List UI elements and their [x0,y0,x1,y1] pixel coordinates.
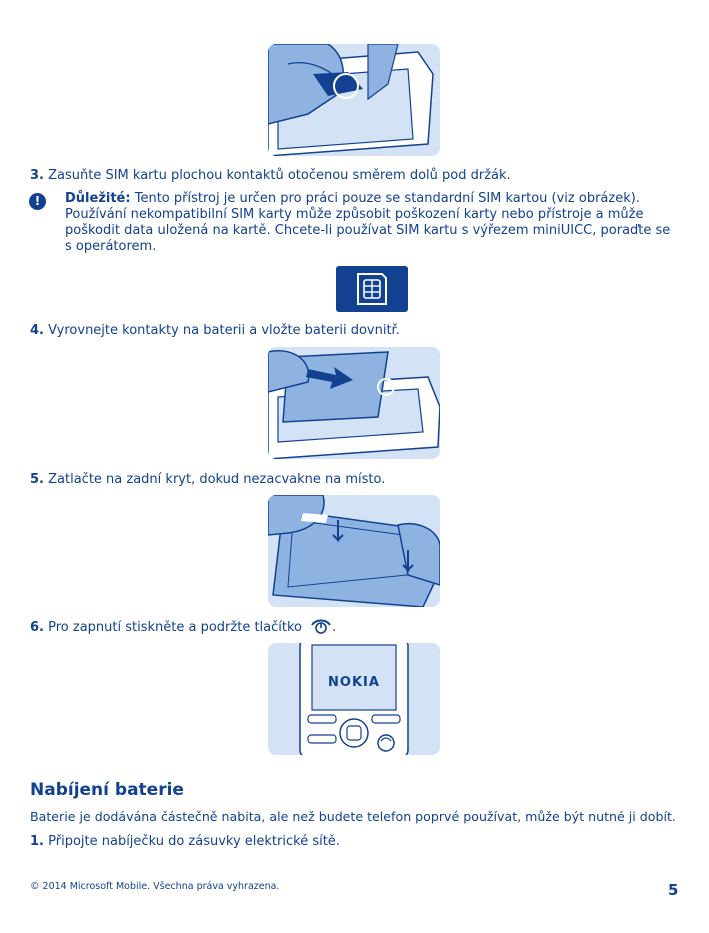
footer-copyright: © 2014 Microsoft Mobile. Všechna práva vyhrazena. [30,881,280,892]
step-5 [30,472,385,488]
charging-step-1 [30,834,340,850]
sim-card-icon [336,266,408,312]
step-3-number: 3. [30,168,44,183]
charging-step-1-text: Připojte nabíječku do zásuvky elektrické sítě. [48,834,340,849]
section-intro: Baterie je dodávána částečně nabita, ale než budete telefon poprvé používat, může být nutné ji dobít. [30,809,676,824]
warning-icon: ! [29,193,46,210]
back-cover-illustration [268,495,440,607]
step-6 [30,619,336,636]
step-3 [30,168,511,184]
phone-power-illustration [268,643,440,755]
step-4-number: 4. [30,323,44,338]
step-5-text: Zatlačte na zadní kryt, dokud nezacvakne na místo. [48,472,386,487]
power-key-icon [310,619,332,634]
sim-insert-illustration [268,44,440,156]
important-note [65,191,677,255]
battery-insert-illustration [268,347,440,459]
note-text: Tento přístroj je určen pro práci pouze se standardní SIM kartou (viz obrázek). Používání nekompatibilní SIM karty může způsobit poškození karty nebo přístroje a může poškodit data uložená na kartě. Chcete-li používat SIM kartu s výřezem miniUICC, poraďte se s operátorem. [65,191,671,254]
step-6-number: 6. [30,620,44,635]
step-3-text: Zasuňte SIM kartu plochou kontaktů otočenou směrem dolů pod držák. [48,168,511,183]
step-6-text: Pro zapnutí stiskněte a podržte tlačítko [48,620,302,635]
note-label: Důležité: [65,191,131,206]
step-4-text: Vyrovnejte kontakty na baterii a vložte baterii dovnitř. [48,323,400,338]
step-4 [30,323,400,339]
step-6-suffix: . [332,620,337,635]
step-5-number: 5. [30,472,44,487]
section-heading: Nabíjení baterie [30,780,184,800]
phone-screen-brand: NOKIA [328,675,380,690]
page-number: 5 [668,881,679,899]
charging-step-1-number: 1. [30,834,44,849]
